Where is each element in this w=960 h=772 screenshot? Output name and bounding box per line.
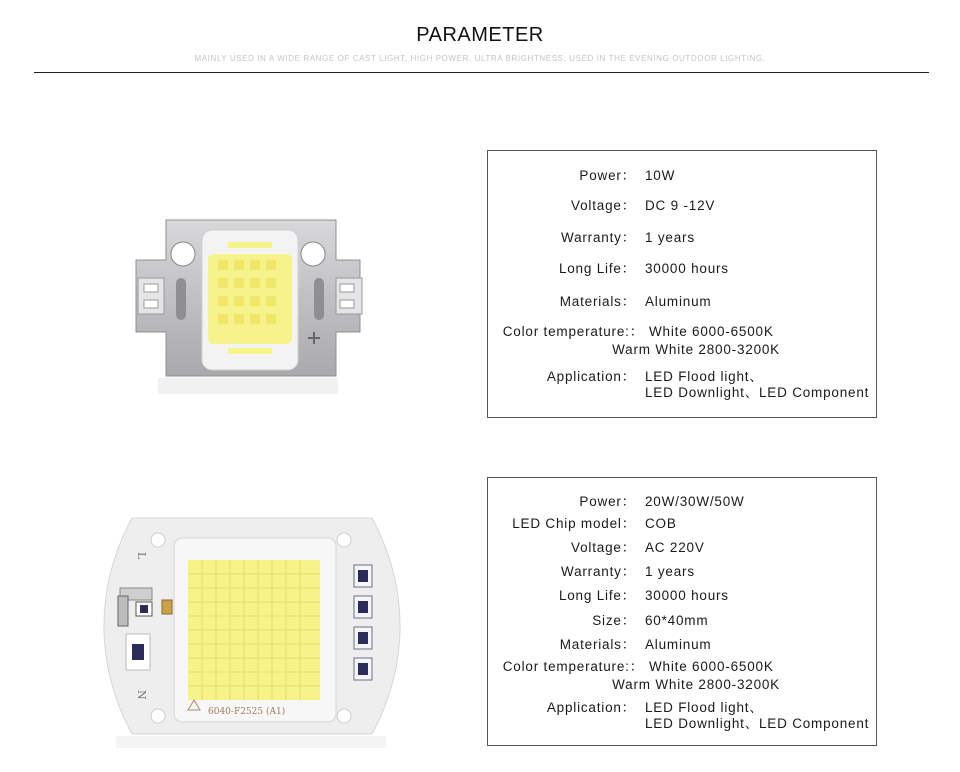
spec-value: LED Downlight、LED Component <box>645 716 870 731</box>
spec-label: Warranty： <box>561 230 636 245</box>
spec-label: Application： <box>546 700 636 715</box>
spec-value: 10W <box>645 168 676 183</box>
spec-value: 30000 hours <box>645 261 729 276</box>
spec-label: Application： <box>546 369 636 384</box>
spec-value: 1 years <box>645 564 695 579</box>
spec-value: LED Flood light、 <box>645 369 764 384</box>
spec-value: Warm White 2800-3200K <box>612 342 780 357</box>
spec-label: Long Life： <box>558 588 636 603</box>
spec-box-10w <box>487 150 877 418</box>
pin-label-n: N <box>135 690 148 700</box>
spec-value: 60*40mm <box>645 613 709 628</box>
spec-value: LED Downlight、LED Component <box>645 385 870 400</box>
page-subtitle: MAINLY USED IN A WIDE RANGE OF CAST LIGHT, HIGH POWER, ULTRA BRIGHTNESS, USED IN THE EVENING OUTDOOR LIGHTING. <box>194 54 766 63</box>
page-title: PARAMETER <box>416 24 544 46</box>
spec-label: Materials： <box>559 294 636 309</box>
spec-value: 1 years <box>645 230 695 245</box>
spec-value: 20W/30W/50W <box>645 494 745 509</box>
spec-value: AC 220V <box>645 540 705 555</box>
spec-value: Aluminum <box>645 637 712 652</box>
spec-label: Power： <box>579 168 636 183</box>
spec-label: Color temperature:： <box>502 324 644 339</box>
spec-value: Warm White 2800-3200K <box>612 677 780 692</box>
header-divider <box>34 72 929 73</box>
spec-value: White 6000-6500K <box>649 659 774 674</box>
spec-label: Size： <box>592 613 636 628</box>
spec-label: LED Chip model： <box>512 516 636 531</box>
spec-value: Aluminum <box>645 294 712 309</box>
spec-label: Voltage： <box>571 198 636 213</box>
spec-value: DC 9 -12V <box>645 198 716 213</box>
led-chip-cob-image <box>96 510 408 748</box>
led-chip-10w-image <box>128 214 370 400</box>
spec-label: Power： <box>579 494 636 509</box>
spec-label: Long Life： <box>558 261 636 276</box>
spec-value: White 6000-6500K <box>649 324 774 339</box>
spec-label: Color temperature:： <box>502 659 644 674</box>
spec-box-cob <box>487 477 877 746</box>
spec-label: Voltage： <box>571 540 636 555</box>
spec-label: Warranty： <box>561 564 636 579</box>
spec-value: 30000 hours <box>645 588 729 603</box>
pin-label-l: L <box>135 552 148 560</box>
chip-marking: 6040-F2525 (A1) <box>208 707 286 717</box>
spec-label: Materials： <box>559 637 636 652</box>
spec-value: COB <box>645 516 677 531</box>
spec-value: LED Flood light、 <box>645 700 764 715</box>
